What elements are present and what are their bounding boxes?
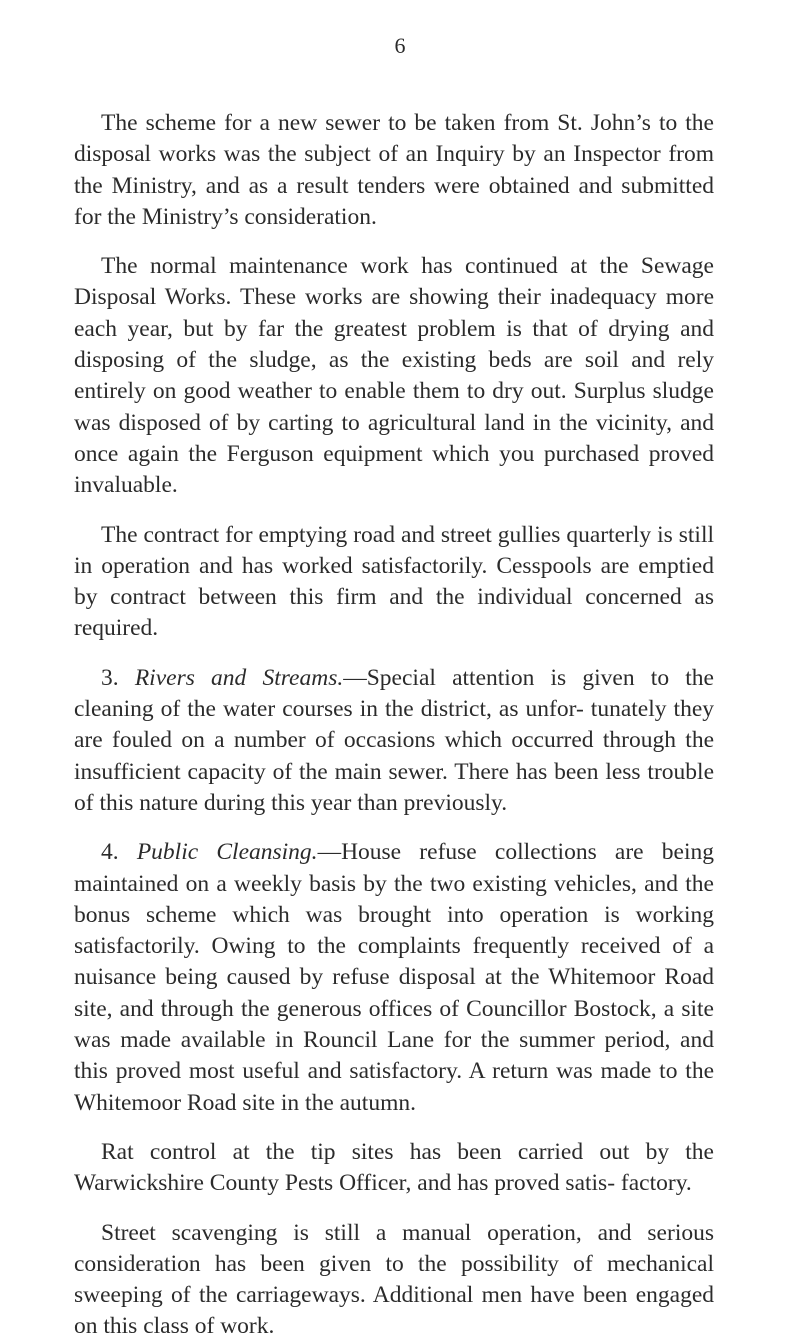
section-heading: Public Cleansing. — [136, 839, 318, 866]
paragraph-text: The scheme for a new sewer to be taken from St. John’s to the disposal works was the subject of an Inquiry by an Inspector from the Ministry, and as a result tenders were obtained and submitted for the Ministry’s consideration. — [74, 110, 714, 230]
paragraph-text: Street scavenging is still a manual operation, and serious consideration has been given to the possibility of mechanical sweeping of the carriageways. Additional men have been engaged on this class of work. — [74, 1219, 714, 1340]
paragraph-text: The normal maintenance work has continued at the Sewage Disposal Works. These works are showing their inadequacy more each year, but by far the greatest problem is that of drying and disposing of the sludge, as the existing beds are soil and rely entirely on good weather to enable them to dry out. Surplus sludge was disposed of by carting to agricultural land in the vicinity, and once again the Ferguson equipment which you purchased proved invaluable. — [74, 253, 714, 499]
section-number: 3. — [101, 664, 119, 691]
paragraph-sewage-disposal — [74, 251, 714, 501]
paragraph-street-scavenging — [74, 1218, 714, 1343]
paragraph-gullies-contract — [74, 520, 714, 645]
section-number: 4. — [101, 839, 119, 866]
paragraph-sewer-scheme — [74, 108, 714, 233]
body-text — [74, 108, 714, 1343]
paragraph-text: —Special attention is given to the cleaning of the water courses in the district, as unfor- tunately they are fouled on a number of occasions which occurred through the insufficient capacity of the main sewer. There has been less trouble of this nature during this year than previously. — [74, 664, 714, 816]
section-rivers-and-streams — [74, 663, 714, 819]
paragraph-text: —House refuse collections are being maintained on a weekly basis by the two existing vehicles, and the bonus scheme which was brought into operation is working satisfactorily. Owing to the complaints frequently received of a nuisance being caused by refuse disposal at the Whitemoor Road site, and through the generous offices of Councillor Bostock, a site was made available in Rouncil Lane for the summer period, and this proved most useful and satisfactory. A return was made to the Whitemoor Road site in the autumn. — [74, 839, 715, 1116]
paragraph-text: The contract for emptying road and street gullies quarterly is still in operation and has worked satisfactorily. Cesspools are emptied by contract between this firm and the individual concerned as required. — [74, 521, 714, 642]
paragraph-text: Rat control at the tip sites has been carried out by the Warwickshire County Pests Officer, and has proved satis- factory. — [74, 1138, 714, 1197]
section-heading: Rivers and Streams. — [134, 664, 344, 691]
paragraph-rat-control — [74, 1137, 714, 1200]
section-public-cleansing — [74, 837, 714, 1119]
page-number: 6 — [394, 33, 406, 58]
